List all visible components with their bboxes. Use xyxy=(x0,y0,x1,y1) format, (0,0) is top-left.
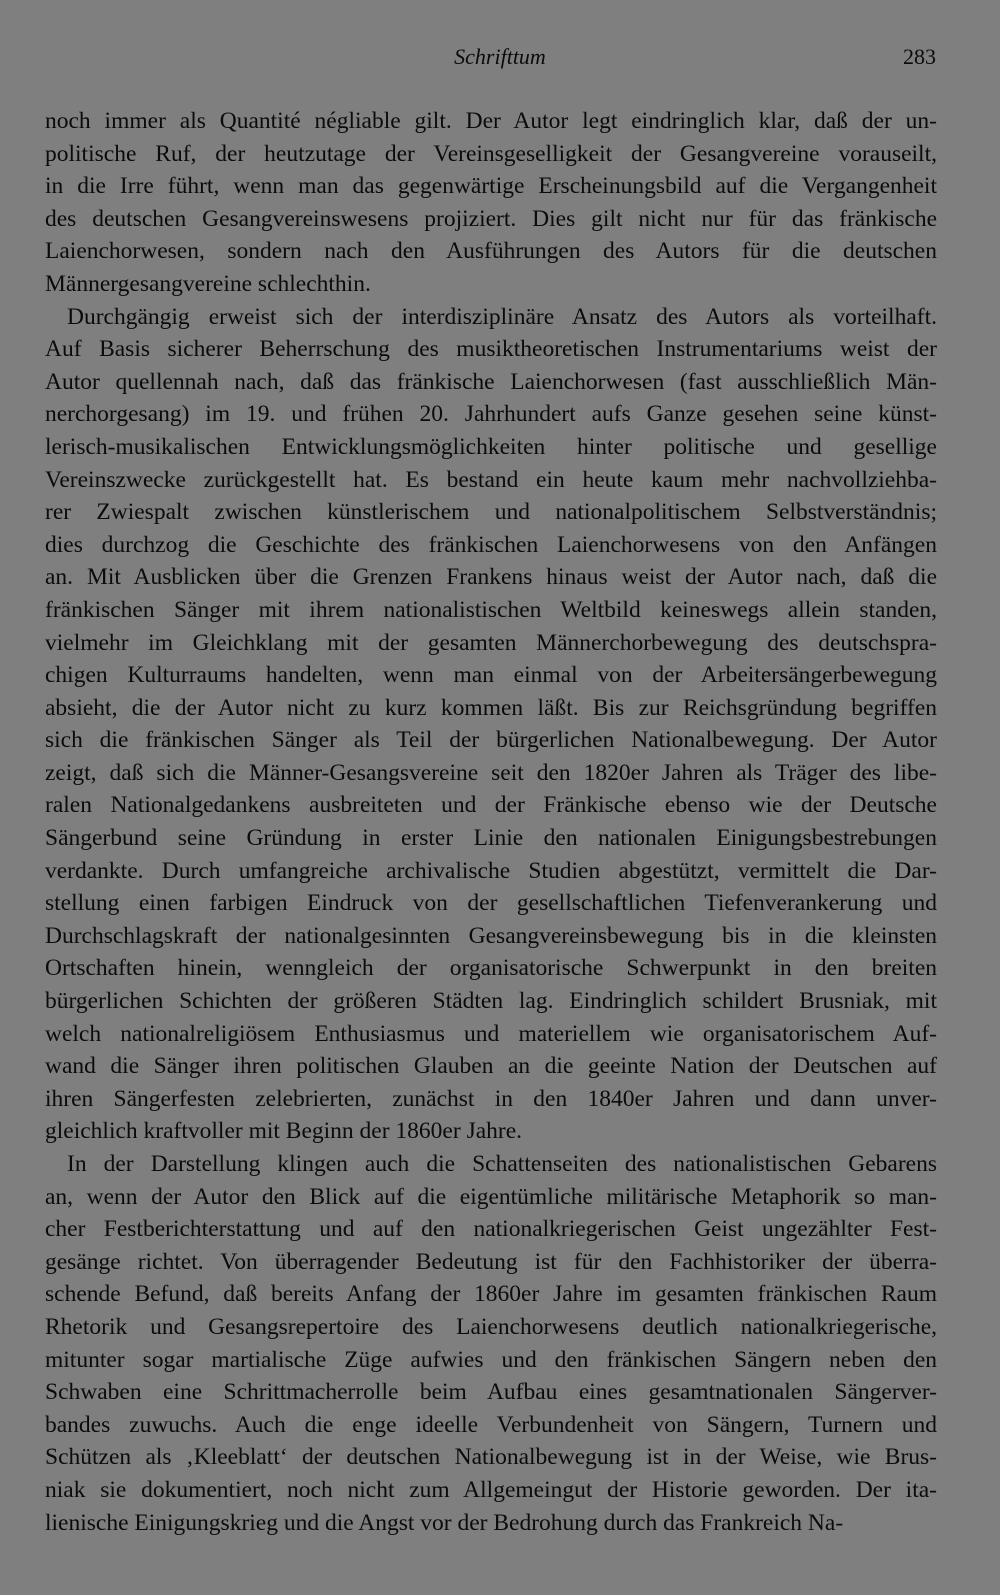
text-line: In der Darstellung klingen auch die Schattenseiten des nationalistischen Gebarens xyxy=(67,1151,937,1177)
text-line: niak sie dokumentiert, noch nicht zum Allgemeingut der Historie geworden. Der ita- xyxy=(45,1476,937,1503)
text-line: an, wenn der Autor den Blick auf die eigentümliche militärische Metaphorik so man- xyxy=(45,1183,937,1210)
text-line: chigen Kulturraums handelten, wenn man einmal von der Arbeitersängerbewegung xyxy=(45,662,937,689)
text-line: absieht, die der Autor nicht zu kurz kommen läßt. Bis zur Reichsgründung begriffen xyxy=(45,694,937,721)
paragraph xyxy=(45,105,937,301)
text-line: bürgerlichen Schichten der größeren Städten lag. Eindringlich schildert Brusniak, mit xyxy=(45,988,937,1015)
text-line: schende Befund, daß bereits Anfang der 1860er Jahre im gesamten fränkischen Raum xyxy=(45,1281,937,1308)
text-line: rer Zwiespalt zwischen künstlerischem und nationalpolitischem Selbstverständnis; xyxy=(45,499,937,526)
text-line: verdankte. Durch umfangreiche archivalische Studien abgestützt, vermittelt die Dar- xyxy=(45,857,937,884)
text-line: sich die fränkischen Sänger als Teil der bürgerlichen Nationalbewegung. Der Autor xyxy=(45,727,937,754)
text-line: gesänge richtet. Von überragender Bedeutung ist für den Fachhistoriker der überra- xyxy=(45,1248,937,1275)
text-line: welch nationalreligiösem Enthusiasmus und materiellem wie organisatorischem Auf- xyxy=(45,1020,937,1047)
text-line: in die Irre führt, wenn man das gegenwärtige Erscheinungsbild auf die Vergangenheit xyxy=(45,173,937,200)
text-line: Ortschaften hinein, wenngleich der organisatorische Schwerpunkt in den breiten xyxy=(45,955,937,982)
text-line: politische Ruf, der heutzutage der Vereinsgeselligkeit der Gesangvereine vorauseilt, xyxy=(45,140,937,167)
text-line: Laienchorwesen, sondern nach den Ausführungen des Autors für die deutschen xyxy=(45,238,937,265)
text-line: stellung einen farbigen Eindruck von der gesellschaftlichen Tiefenverankerung und xyxy=(45,890,937,917)
text-line: lerisch-musikalischen Entwicklungsmöglichkeiten hinter politische und gesellige xyxy=(45,433,937,460)
text-line: Sängerbund seine Gründung in erster Linie den nationalen Einigungsbestrebungen xyxy=(45,825,937,852)
text-line: bandes zuwuchs. Auch die enge ideelle Verbundenheit von Sängern, Turnern und xyxy=(45,1411,937,1438)
text-line: an. Mit Ausblicken über die Grenzen Frankens hinaus weist der Autor nach, daß die xyxy=(45,564,937,591)
text-line: Rhetorik und Gesangsrepertoire des Laienchorwesens deutlich nationalkriegerische, xyxy=(45,1313,937,1340)
text-line: ihren Sängerfesten zelebrierten, zunächst in den 1840er Jahren und dann unver- xyxy=(45,1085,937,1112)
text-line: des deutschen Gesangvereinswesens projiziert. Dies gilt nicht nur für das fränkische xyxy=(45,205,937,232)
text-line: zeigt, daß sich die Männer-Gesangsvereine seit den 1820er Jahren als Träger des libe- xyxy=(45,759,937,786)
text-line: fränkischen Sänger mit ihrem nationalistischen Weltbild keineswegs allein standen, xyxy=(45,596,937,623)
page-number: 283 xyxy=(903,44,936,69)
text-line: Durchschlagskraft der nationalgesinnten Gesangvereinsbewegung bis in die kleinsten xyxy=(45,922,937,949)
text-line: ralen Nationalgedankens ausbreiteten und der Fränkische ebenso wie der Deutsche xyxy=(45,792,937,819)
text-line: wand die Sänger ihren politischen Glauben an die geeinte Nation der Deutschen auf xyxy=(45,1053,937,1080)
text-line: cher Festberichterstattung und auf den nationalkriegerischen Geist ungezählter Fest- xyxy=(45,1216,937,1243)
text-line: lienische Einigungskrieg und die Angst vor der Bedrohung durch das Frankreich Na- xyxy=(45,1509,844,1536)
text-line: Auf Basis sicherer Beherrschung des musiktheoretischen Instrumentariums weist der xyxy=(45,336,937,363)
text-line: Durchgängig erweist sich der interdisziplinäre Ansatz des Autors als vorteilhaft. xyxy=(67,303,937,330)
text-line: Autor quellennah nach, daß das fränkische Laienchorwesen (fast ausschließlich Män- xyxy=(45,368,937,395)
paragraph xyxy=(45,301,937,1148)
text-line: gleichlich kraftvoller mit Beginn der 1860er Jahre. xyxy=(45,1118,523,1145)
text-line: dies durchzog die Geschichte des fränkischen Laienchorwesens von den Anfängen xyxy=(45,531,937,558)
text-line: Männergesangvereine schlechthin. xyxy=(45,270,371,297)
text-line: nerchorgesang) im 19. und frühen 20. Jahrhundert aufs Ganze gesehen seine künst- xyxy=(45,401,937,428)
text-line: Vereinszwecke zurückgestellt hat. Es bestand ein heute kaum mehr nachvollziehba- xyxy=(45,466,937,493)
paragraph xyxy=(45,1148,937,1539)
text-line: noch immer als Quantité négliable gilt. Der Autor legt eindringlich klar, daß der un- xyxy=(45,108,937,134)
body-text xyxy=(45,105,937,1539)
text-line: Schwaben eine Schrittmacherrolle beim Aufbau eines gesamtnationalen Sängerver- xyxy=(45,1379,937,1406)
text-line: Schützen als ‚Kleeblatt‘ der deutschen Nationalbewegung ist in der Weise, wie Brus- xyxy=(45,1444,937,1471)
text-line: vielmehr im Gleichklang mit der gesamten Männerchorbewegung des deutschspra- xyxy=(45,629,937,656)
running-head xyxy=(0,44,1000,74)
text-line: mitunter sogar martialische Züge aufwies und den fränkischen Sängern neben den xyxy=(45,1346,937,1373)
running-title: Schrifttum xyxy=(454,44,546,69)
